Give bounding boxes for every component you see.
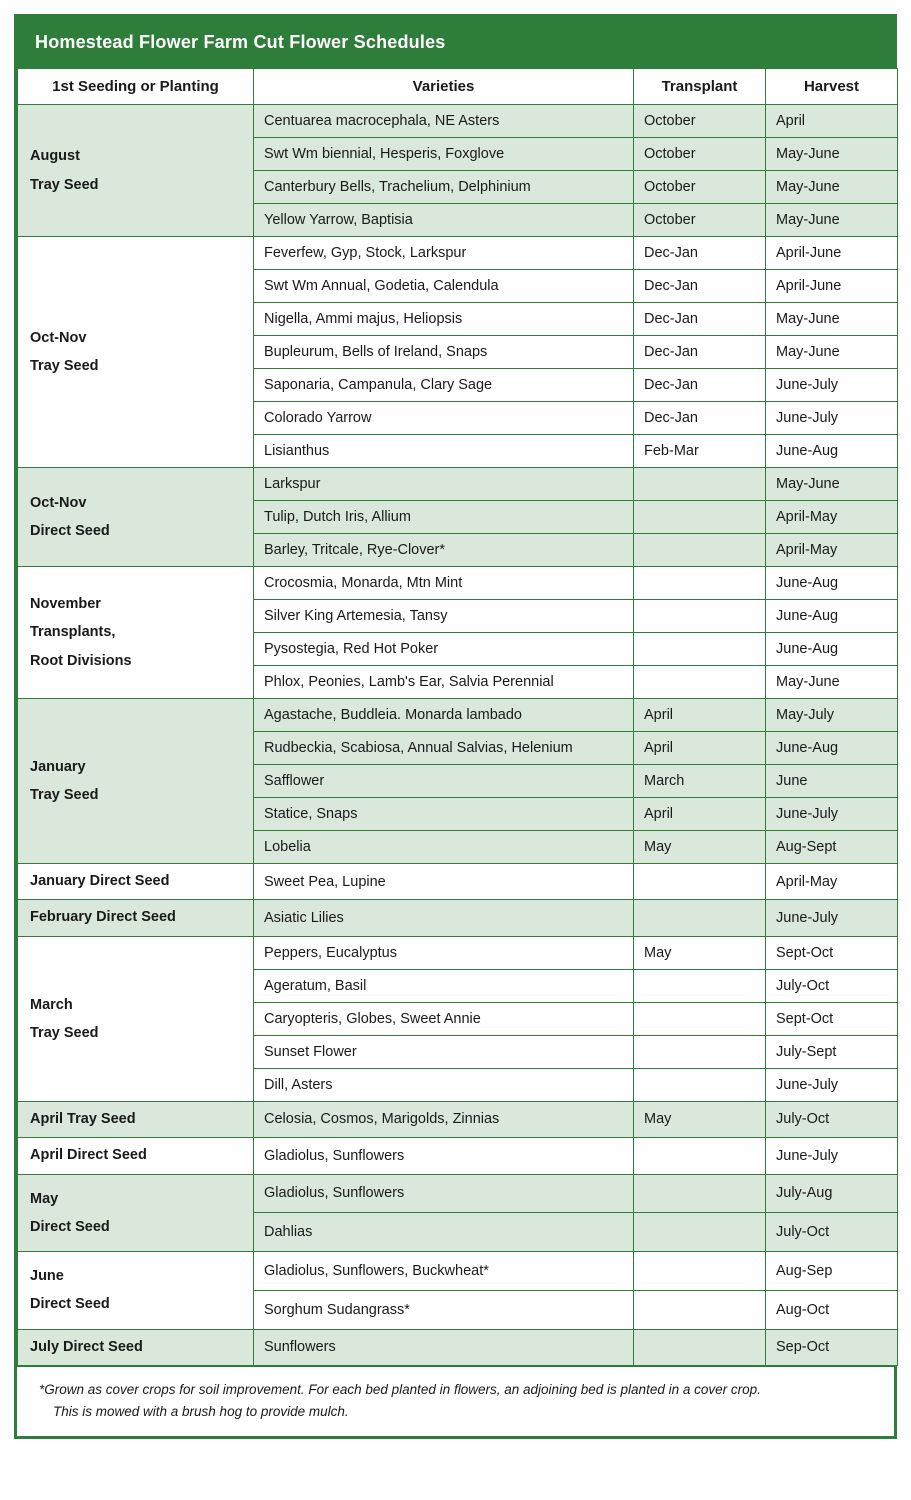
varieties-cell: Saponaria, Campanula, Clary Sage — [254, 369, 634, 402]
seeding-group-label-line: June — [30, 1268, 64, 1285]
seeding-group-label — [18, 105, 254, 237]
seeding-group-label-line: January — [30, 758, 86, 775]
harvest-cell: May-June — [766, 204, 898, 237]
transplant-cell — [634, 468, 766, 501]
varieties-cell: Bupleurum, Bells of Ireland, Snaps — [254, 336, 634, 369]
column-header-varieties: Varieties — [254, 69, 634, 105]
seeding-group-label — [18, 237, 254, 468]
seeding-group-label — [18, 936, 254, 1101]
seeding-group-label-line: April Tray Seed — [30, 1110, 136, 1127]
seeding-group-label — [18, 900, 254, 936]
transplant-cell: May — [634, 936, 766, 969]
varieties-cell: Colorado Yarrow — [254, 402, 634, 435]
harvest-cell: May-June — [766, 336, 898, 369]
table-header — [18, 69, 898, 105]
transplant-cell: Dec-Jan — [634, 402, 766, 435]
transplant-cell — [634, 1213, 766, 1252]
transplant-cell — [634, 1138, 766, 1174]
seeding-group-label-line: March — [30, 996, 73, 1013]
seeding-group-label-line: August — [30, 148, 80, 165]
seeding-group-label — [18, 1138, 254, 1174]
transplant-cell: October — [634, 204, 766, 237]
harvest-cell: July-Oct — [766, 1101, 898, 1137]
footnote — [17, 1366, 894, 1436]
seeding-group-label-line: Tray Seed — [30, 1024, 99, 1041]
varieties-cell: Sunflowers — [254, 1329, 634, 1365]
harvest-cell: June-July — [766, 1138, 898, 1174]
seeding-group-label — [18, 1329, 254, 1365]
seeding-group-label-line: Tray Seed — [30, 787, 99, 803]
harvest-cell: Aug-Sept — [766, 831, 898, 864]
transplant-cell — [634, 666, 766, 699]
table-row — [18, 237, 898, 270]
table-row — [18, 105, 898, 138]
transplant-cell: Dec-Jan — [634, 237, 766, 270]
varieties-cell: Gladiolus, Sunflowers — [254, 1174, 634, 1213]
transplant-cell: May — [634, 831, 766, 864]
transplant-cell: October — [634, 171, 766, 204]
harvest-cell: April-May — [766, 534, 898, 567]
transplant-cell: October — [634, 105, 766, 138]
footnote-line-1: *Grown as cover crops for soil improvement. For each bed planted in flowers, an adjoining bed is planted in a cover crop. — [39, 1382, 761, 1398]
seeding-group-label-line: January Direct Seed — [30, 873, 170, 889]
transplant-cell — [634, 1035, 766, 1068]
transplant-cell: April — [634, 699, 766, 732]
transplant-cell: April — [634, 798, 766, 831]
harvest-cell: June-July — [766, 900, 898, 936]
transplant-cell — [634, 567, 766, 600]
varieties-cell: Asiatic Lilies — [254, 900, 634, 936]
varieties-cell: Dill, Asters — [254, 1068, 634, 1101]
transplant-cell — [634, 1290, 766, 1329]
transplant-cell — [634, 600, 766, 633]
varieties-cell: Ageratum, Basil — [254, 969, 634, 1002]
varieties-cell: Centuarea macrocephala, NE Asters — [254, 105, 634, 138]
transplant-cell: March — [634, 765, 766, 798]
seeding-group-label — [18, 468, 254, 567]
transplant-cell — [634, 501, 766, 534]
harvest-cell: June-Aug — [766, 567, 898, 600]
varieties-cell: Gladiolus, Sunflowers, Buckwheat* — [254, 1252, 634, 1291]
harvest-cell: Aug-Sep — [766, 1252, 898, 1291]
harvest-cell: April-May — [766, 864, 898, 900]
harvest-cell: May-June — [766, 666, 898, 699]
harvest-cell: Sept-Oct — [766, 1002, 898, 1035]
varieties-cell: Lisianthus — [254, 435, 634, 468]
harvest-cell: June-July — [766, 1068, 898, 1101]
table-row — [18, 900, 898, 936]
seeding-group-label-line: Tray Seed — [30, 176, 99, 193]
transplant-cell — [634, 1329, 766, 1365]
varieties-cell: Tulip, Dutch Iris, Allium — [254, 501, 634, 534]
transplant-cell: May — [634, 1101, 766, 1137]
seeding-group-label-line: Tray Seed — [30, 358, 99, 374]
seeding-group-label — [18, 1101, 254, 1137]
table-row — [18, 1252, 898, 1291]
transplant-cell: Dec-Jan — [634, 336, 766, 369]
schedule-table — [17, 68, 898, 1366]
varieties-cell: Dahlias — [254, 1213, 634, 1252]
varieties-cell: Barley, Tritcale, Rye-Clover* — [254, 534, 634, 567]
varieties-cell: Sweet Pea, Lupine — [254, 864, 634, 900]
varieties-cell: Peppers, Eucalyptus — [254, 936, 634, 969]
varieties-cell: Phlox, Peonies, Lamb's Ear, Salvia Perennial — [254, 666, 634, 699]
harvest-cell: May-June — [766, 468, 898, 501]
varieties-cell: Rudbeckia, Scabiosa, Annual Salvias, Helenium — [254, 732, 634, 765]
seeding-group-label — [18, 1174, 254, 1252]
transplant-cell — [634, 1174, 766, 1213]
transplant-cell — [634, 534, 766, 567]
harvest-cell: May-July — [766, 699, 898, 732]
seeding-group-label-line: Oct-Nov — [30, 329, 87, 346]
transplant-cell — [634, 1002, 766, 1035]
seeding-group-label — [18, 864, 254, 900]
varieties-cell: Sorghum Sudangrass* — [254, 1290, 634, 1329]
harvest-cell: June — [766, 765, 898, 798]
varieties-cell: Statice, Snaps — [254, 798, 634, 831]
harvest-cell: June-July — [766, 369, 898, 402]
transplant-cell: Dec-Jan — [634, 369, 766, 402]
harvest-cell: July-Oct — [766, 1213, 898, 1252]
varieties-cell: Gladiolus, Sunflowers — [254, 1138, 634, 1174]
transplant-cell — [634, 900, 766, 936]
header-row — [18, 69, 898, 105]
harvest-cell: June-Aug — [766, 435, 898, 468]
column-header-harvest: Harvest — [766, 69, 898, 105]
table-row — [18, 936, 898, 969]
seeding-group-label-line: Oct-Nov — [30, 494, 87, 511]
column-header-seeding: 1st Seeding or Planting — [18, 69, 254, 105]
schedule-document — [14, 14, 897, 1439]
harvest-cell: May-June — [766, 303, 898, 336]
harvest-cell: Aug-Oct — [766, 1290, 898, 1329]
varieties-cell: Silver King Artemesia, Tansy — [254, 600, 634, 633]
harvest-cell: June-July — [766, 798, 898, 831]
varieties-cell: Yellow Yarrow, Baptisia — [254, 204, 634, 237]
harvest-cell: May-June — [766, 171, 898, 204]
table-row — [18, 1329, 898, 1365]
harvest-cell: April-May — [766, 501, 898, 534]
varieties-cell: Swt Wm biennial, Hesperis, Foxglove — [254, 138, 634, 171]
seeding-group-label-line: February Direct Seed — [30, 909, 176, 926]
varieties-cell: Feverfew, Gyp, Stock, Larkspur — [254, 237, 634, 270]
varieties-cell: Sunset Flower — [254, 1035, 634, 1068]
harvest-cell: June-Aug — [766, 600, 898, 633]
document-title: Homestead Flower Farm Cut Flower Schedules — [17, 17, 894, 68]
transplant-cell — [634, 1068, 766, 1101]
varieties-cell: Safflower — [254, 765, 634, 798]
table-row — [18, 699, 898, 732]
seeding-group-label-line: Transplants, — [30, 624, 116, 641]
seeding-group-label — [18, 699, 254, 864]
seeding-group-label-line: May — [30, 1190, 59, 1207]
footnote-line-2: This is mowed with a brush hog to provide mulch. — [53, 1403, 349, 1419]
seeding-group-label — [18, 1252, 254, 1330]
harvest-cell: June-July — [766, 402, 898, 435]
harvest-cell: April — [766, 105, 898, 138]
varieties-cell: Agastache, Buddleia. Monarda lambado — [254, 699, 634, 732]
harvest-cell: April-June — [766, 237, 898, 270]
transplant-cell: Feb-Mar — [634, 435, 766, 468]
transplant-cell: October — [634, 138, 766, 171]
varieties-cell: Lobelia — [254, 831, 634, 864]
seeding-group-label — [18, 567, 254, 699]
harvest-cell: July-Aug — [766, 1174, 898, 1213]
harvest-cell: Sept-Oct — [766, 936, 898, 969]
seeding-group-label-line: November — [30, 596, 101, 613]
varieties-cell: Swt Wm Annual, Godetia, Calendula — [254, 270, 634, 303]
column-header-transplant: Transplant — [634, 69, 766, 105]
varieties-cell: Crocosmia, Monarda, Mtn Mint — [254, 567, 634, 600]
varieties-cell: Larkspur — [254, 468, 634, 501]
table-row — [18, 1174, 898, 1213]
seeding-group-label-line: Direct Seed — [30, 1218, 110, 1235]
seeding-group-label-line: Root Divisions — [30, 652, 132, 669]
transplant-cell — [634, 864, 766, 900]
table-row — [18, 1101, 898, 1137]
transplant-cell: Dec-Jan — [634, 303, 766, 336]
table-row — [18, 1138, 898, 1174]
seeding-group-label-line: April Direct Seed — [30, 1147, 147, 1164]
table-body — [18, 105, 898, 1366]
harvest-cell: May-June — [766, 138, 898, 171]
seeding-group-label-line: July Direct Seed — [30, 1338, 143, 1355]
harvest-cell: July-Oct — [766, 969, 898, 1002]
transplant-cell — [634, 1252, 766, 1291]
varieties-cell: Canterbury Bells, Trachelium, Delphinium — [254, 171, 634, 204]
harvest-cell: Sep-Oct — [766, 1329, 898, 1365]
harvest-cell: April-June — [766, 270, 898, 303]
seeding-group-label-line: Direct Seed — [30, 523, 110, 539]
table-row — [18, 864, 898, 900]
transplant-cell — [634, 633, 766, 666]
harvest-cell: June-Aug — [766, 732, 898, 765]
varieties-cell: Pysostegia, Red Hot Poker — [254, 633, 634, 666]
transplant-cell: April — [634, 732, 766, 765]
transplant-cell: Dec-Jan — [634, 270, 766, 303]
seeding-group-label-line: Direct Seed — [30, 1296, 110, 1313]
table-row — [18, 468, 898, 501]
varieties-cell: Nigella, Ammi majus, Heliopsis — [254, 303, 634, 336]
table-row — [18, 567, 898, 600]
varieties-cell: Caryopteris, Globes, Sweet Annie — [254, 1002, 634, 1035]
varieties-cell: Celosia, Cosmos, Marigolds, Zinnias — [254, 1101, 634, 1137]
transplant-cell — [634, 969, 766, 1002]
harvest-cell: July-Sept — [766, 1035, 898, 1068]
harvest-cell: June-Aug — [766, 633, 898, 666]
